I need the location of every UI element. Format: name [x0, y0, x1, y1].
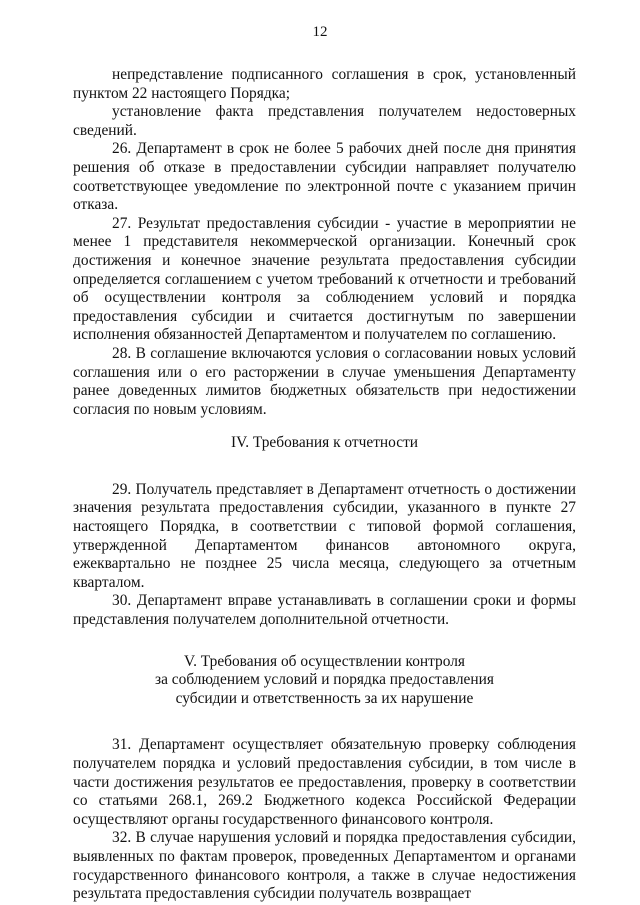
paragraph-32: 32. В случае нарушения условий и порядка предоставления субсидии, выявленных по фактам проверок, проведенных Департаментом и органами государственного финансового контроля, а также в случае недостижения результата предоставления субсидии получатель возвращает: [73, 829, 576, 903]
heading-line: за соблюдением условий и порядка предоставления: [155, 671, 494, 689]
paragraph: непредставление подписанного соглашения в срок, установленный пунктом 22 настоящего Порядка;: [73, 66, 576, 102]
paragraph-27: 27. Результат предоставления субсидии - участие в мероприятии не менее 1 представителя некоммерческой организации. Конечный срок достижения и конечное значение результата предоставления субсидии определяется соглашением с учетом требований к отчетности и требований об осуществлении контроля за соблюдением условий и порядка предоставления субсидии и считается достигнутым по завершении исполнения обязанностей Департаментом и получателем по соглашению.: [73, 214, 576, 344]
paragraph-29: 29. Получатель представляет в Департамент отчетность о достижении значения результата предоставления субсидии, указанного в пункте 27 настоящего Порядка, в соответствии с типовой формой соглашения, утвержденной Департаментом финансов автономного округа, ежеквартально не позднее 25 числа месяца, следующего за отчетным кварталом.: [73, 480, 576, 591]
paragraph-26: 26. Департамент в срок не более 5 рабочих дней после дня принятия решения об отказе в предоставлении субсидии направляет получателю соответствующее уведомление по электронной почте с указанием причин отказа.: [73, 140, 576, 214]
heading-line: V. Требования об осуществлении контроля: [183, 652, 465, 670]
section-heading-iv: IV. Требования к отчетности: [230, 434, 419, 452]
section-heading-v: [73, 653, 576, 709]
page-number: 12: [312, 24, 328, 40]
heading-line: субсидии и ответственность за их нарушение: [175, 689, 474, 707]
paragraph: установление факта представления получателем недостоверных сведений.: [73, 103, 576, 139]
paragraph-31: 31. Департамент осуществляет обязательную проверку соблюдения получателем порядка и условий предоставления субсидии, в том числе в части достижения результатов ее предоставления, проверку в соответствии со статьями 268.1, 269.2 Бюджетного кодекса Российской Федерации осуществляют органы государственного финансового контроля.: [73, 736, 576, 828]
document-body: [73, 66, 576, 904]
paragraph-28: 28. В соглашение включаются условия о согласовании новых условий соглашения или о его расторжении в случае уменьшения Департаменту ранее доведенных лимитов бюджетных обязательств при недостижении согласия по новым условиям.: [73, 344, 576, 418]
paragraph-30: 30. Департамент вправе устанавливать в соглашении сроки и формы представления получателем дополнительной отчетности.: [73, 592, 576, 629]
